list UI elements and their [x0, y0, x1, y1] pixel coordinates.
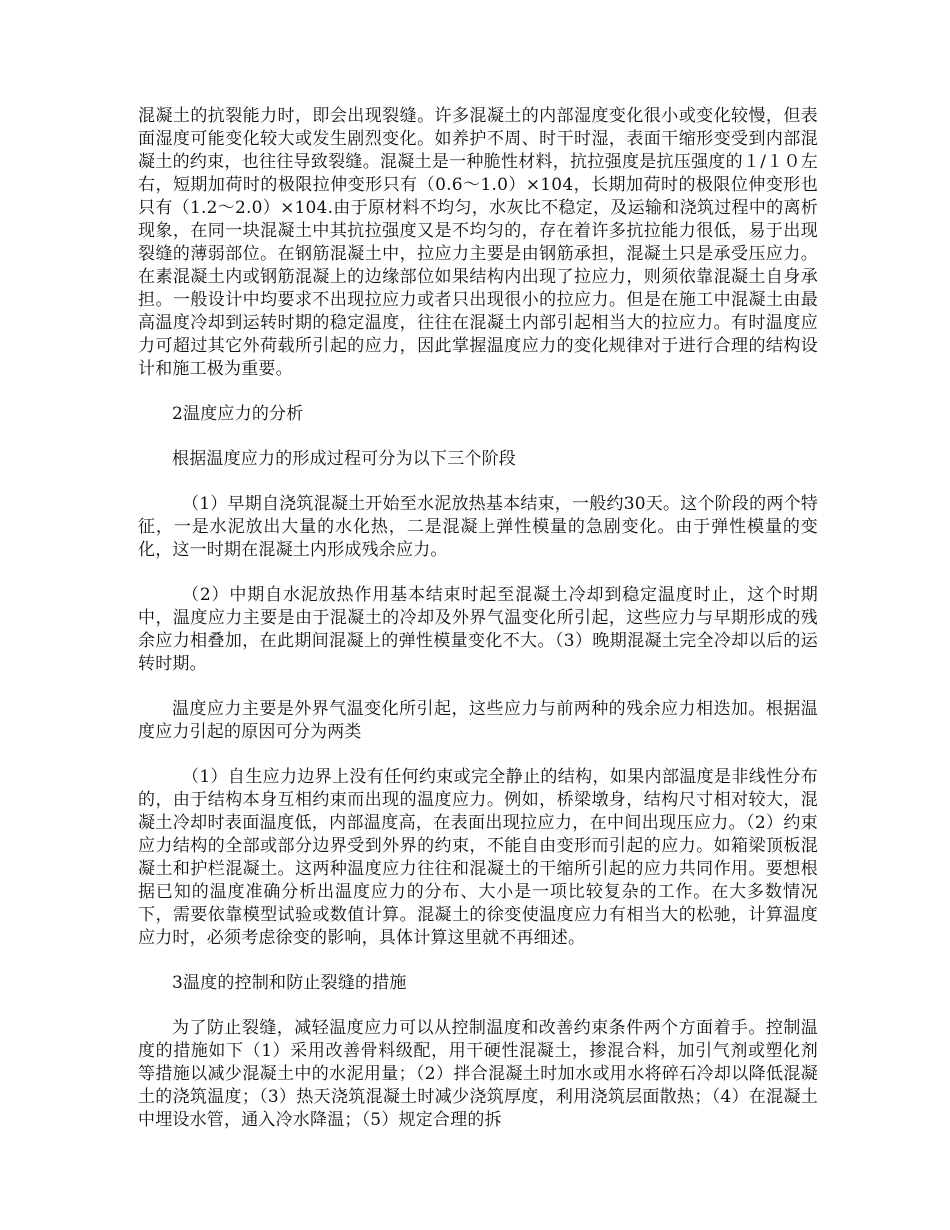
paragraph-middle-late-stage: （2）中期自水泥放热作用基本结束时起至混凝土冷却到稳定温度时止，这个时期中，温度应力主要是由于混凝土的冷却及外界气温变化所引起，这些应力与早期形成的残余应力相叠加，在此期间混凝上的弹性模量变化不大。（3）晚期混凝土完全冷却以后的运转时期。 — [138, 585, 818, 674]
paragraph-control-measures: 为了防止裂缝，减轻温度应力可以从控制温度和改善约束条件两个方面着手。控制温度的措施如下（1）采用改善骨料级配，用干硬性混凝土，掺混合料，加引气剂或塑化剂等措施以减少混凝土中的水泥用量；（2）拌合混凝土时加水或用水将碎石冷却以降低混凝土的浇筑温度；（3）热天浇筑混凝土时减少浇筑厚度，利用浇筑层面散热；（4）在混凝土中埋设水管，通入冷水降温；（5）规定合理的拆 — [138, 1018, 818, 1130]
paragraph-stages-intro: 根据温度应力的形成过程可分为以下三个阶段 — [172, 449, 516, 469]
paragraph-stress-causes: 温度应力主要是外界气温变化所引起，这些应力与前两种的残余应力相迭加。根据温度应力引起的原因可分为两类 — [138, 699, 818, 742]
document-body — [138, 105, 818, 1154]
paragraph-crack-resistance: 混凝土的抗裂能力时，即会出现裂缝。许多混凝土的内部湿度变化很小或变化较慢，但表面湿度可能变化较大或发生剧烈变化。如养护不周、时干时湿，表面干缩形变受到内部混凝土的约束，也往往导致裂缝。混凝土是一种脆性材料，抗拉强度是抗压强度的１/１０左右，短期加荷时的极限拉伸变形只有（0.6～1.0）×104，长期加荷时的极限位伸变形也只有（1.2～2.0）×104.由于原材料不均匀，水灰比不稳定，及运输和浇筑过程中的离析现象，在同一块混凝土中其抗拉强度又是不均匀的，存在着许多抗拉能力很低，易于出现裂缝的薄弱部位。在钢筋混凝土中，拉应力主要是由钢筋承担，混凝土只是承受压应力。在素混凝土内或钢筋混凝上的边缘部位如果结构内出现了拉应力，则须依靠混凝土自身承担。一般设计中均要求不出现拉应力或者只出现很小的拉应力。但是在施工中混凝土由最高温度冷却到运转时期的稳定温度，往往在混凝土内部引起相当大的拉应力。有时温度应力可超过其它外荷载所引起的应力，因此掌握温度应力的变化规律对于进行合理的结构设计和施工极为重要。 — [138, 106, 818, 379]
section-heading-3: 3温度的控制和防止裂缝的措施 — [172, 973, 407, 993]
paragraph-stress-types: （1）自生应力边界上没有任何约束或完全静止的结构，如果内部温度是非线性分布的，由于结构本身互相约束而出现的温度应力。例如，桥梁墩身，结构尺寸相对较大，混凝土冷却时表面温度低，内部温度高，在表面出现拉应力，在中间出现压应力。（2）约束应力结构的全部或部分边界受到外界的约束，不能自由变形而引起的应力。如箱梁顶板混凝土和护栏混凝土。这两种温度应力往往和混凝土的干缩所引起的应力共同作用。要想根据已知的温度准确分析出温度应力的分布、大小是一项比较复杂的工作。在大多数情况下，需要依靠模型试验或数值计算。混凝土的徐变使温度应力有相当大的松驰，计算温度应力时，必须考虑徐变的影响，具体计算这里就不再细述。 — [138, 767, 818, 948]
paragraph-early-stage: （1）早期自浇筑混凝土开始至水泥放热基本结束，一般约30天。这个阶段的两个特征，一是水泥放出大量的水化热，二是混凝上弹性模量的急剧变化。由于弹性模量的变化，这一时期在混凝土内形成残余应力。 — [138, 494, 818, 560]
section-heading-2: 2温度应力的分析 — [172, 404, 304, 424]
